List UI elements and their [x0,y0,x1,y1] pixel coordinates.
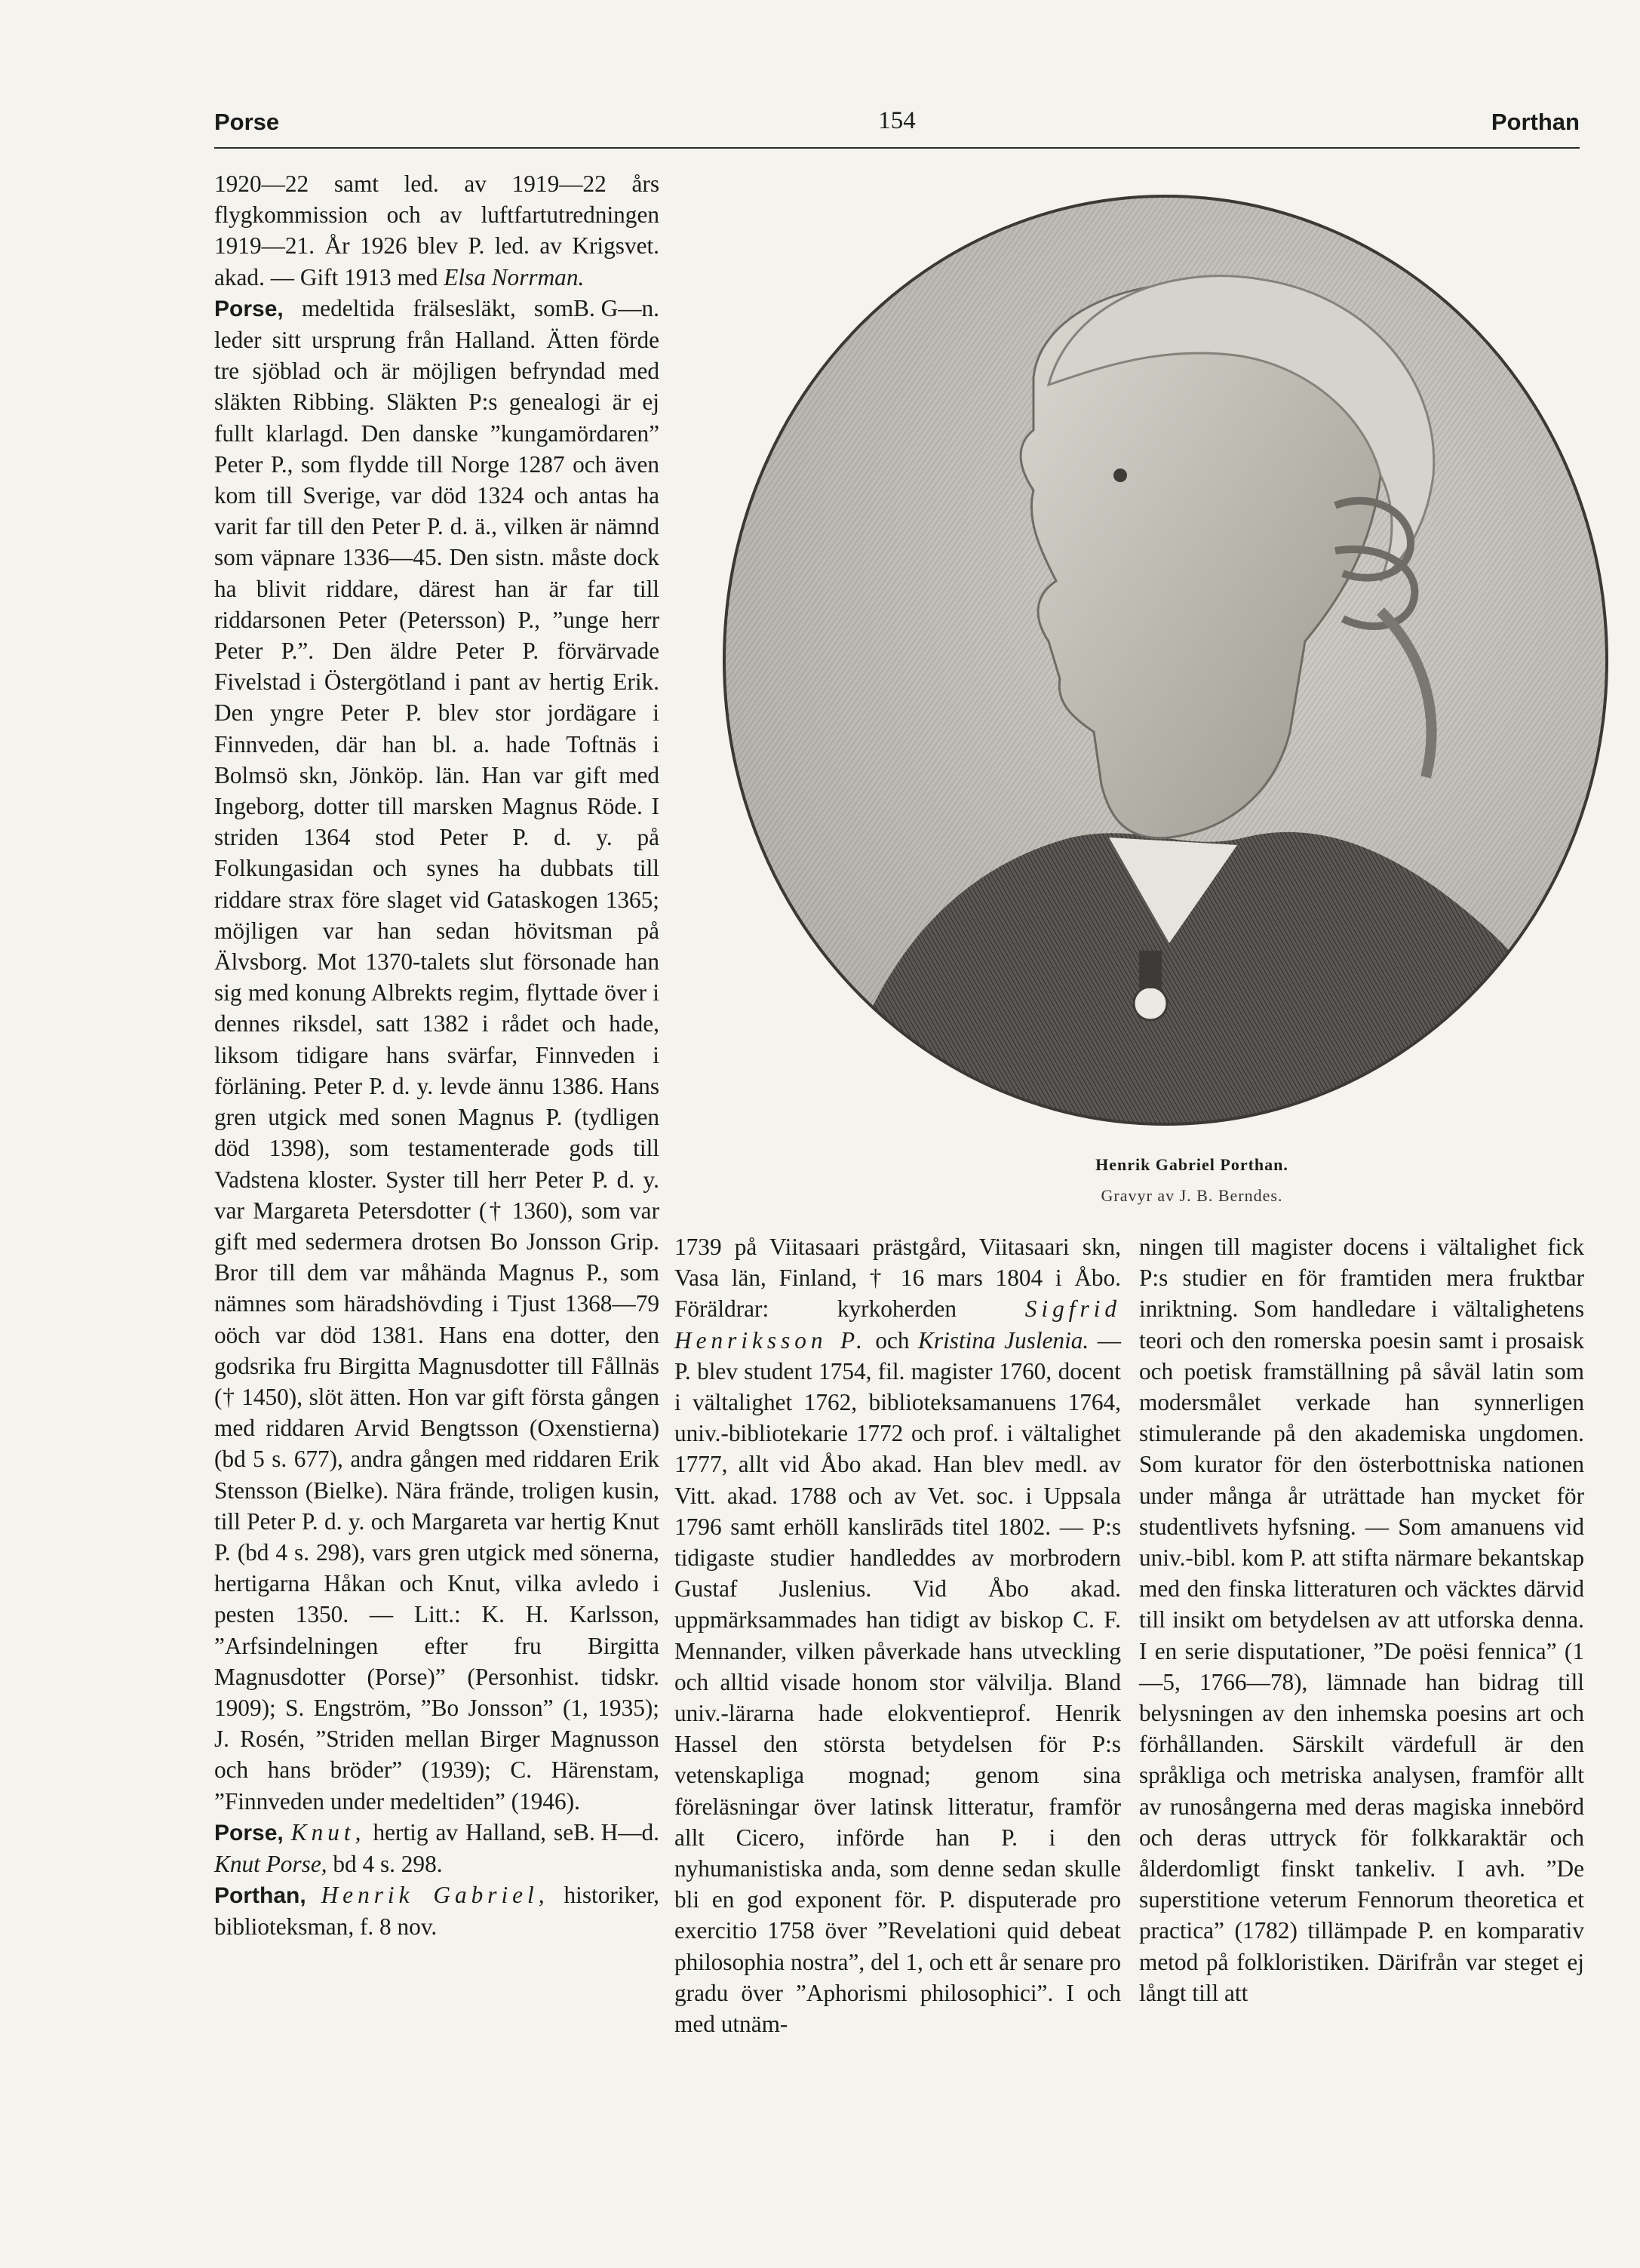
text-column-middle [674,1231,1121,2039]
entry-text: och [866,1326,919,1354]
portrait-engraving [717,189,1614,1132]
entry-headword: Porse, [214,296,284,321]
text-column-right [1139,1231,1584,2008]
figure-caption-credit: Gravyr av J. B. Berndes. [1101,1186,1283,1205]
entry-porthan-continued [674,1231,1121,2039]
portrait-image [717,189,1614,1132]
father-name: Sigfrid Henriksson P. [674,1295,1121,1354]
page-number: 154 [878,107,916,134]
entry-text: — P. blev student 1754, fil. magister 1760, docent i vältalighet 1762, biblioteksamanuens 1764, univ.-bibliotekarie 1772 och prof. i vältalighet 1777, allt vid Åbo akad. Han blev medl. av Vitt. akad. 1788 och av Vet. soc. i Uppsala 1796 samt erhöll kanslirāds titel 1802. — P:s tidigaste studier handleddes av morbrodern Gustaf Juslenius. Vid Åbo akad. uppmärksammades han tidigt av biskop C. F. Mennander, vilken påverkade hans utveckling och alltid visade honom stor välvilja. Bland univ.-lärarna hade elokventieprof. Henrik Hassel den största betydelsen för P:s vetenskapliga mognad; genom sina föreläsningar över latinsk litteratur, framför allt Cicero, införde han P. i den nyhumanistiska anda, som denne sedan skulle bli en god exponent för. P. disputerade pro exercitio 1758 över ”Revelationi quid debeat philosophia nostra”, del 1, och ett år senare pro gradu över ”Aphorismi philosophici”. I och med utnäm- [674,1326,1122,2038]
entry-text: historiker, biblioteksman, f. 8 nov. [214,1882,659,1941]
entry-porthan-henrik [214,1879,659,1942]
entry-person-name: Knut, [290,1818,366,1845]
continued-text: 1920—22 samt led. av 1919—22 års flygkommission och av luftfartutredningen 1919—21. År 1926 blev P. led. av Krigsvet. akad. — Gift 1913 med [214,171,659,290]
entry-headword: Porse, [214,1820,284,1845]
spouse-name: Elsa Norrman. [444,263,585,290]
cross-reference: Knut Porse, [214,1850,327,1877]
header-left-keyword: Porse [214,109,280,135]
entry-text: hertig av Halland, se [365,1818,574,1845]
entry-text-tail: bd 4 s. 298. [327,1850,443,1877]
entry-person-name: Henrik Gabriel, [321,1882,549,1909]
author-signature: B. G—n. [573,294,659,321]
entry-porthan-continued-2 [1139,1231,1584,2008]
header-rule [214,147,1580,149]
mother-name: Kristina Juslenia. [918,1326,1089,1354]
running-head [214,106,1580,142]
author-signature: B. H—d. [573,1818,659,1845]
figure-caption-title: Henrik Gabriel Porthan. [1095,1155,1288,1174]
text-column-left [214,168,659,1943]
header-right-keyword: Porthan [1491,109,1580,135]
entry-text: medeltida frälsesläkt, som leder sitt ursprung från Halland. Ätten förde tre sjöblad och är möjligen befryndad med släkten Ribbing. Släkten P:s genealogi är ej fullt klarlagd. Den danske ”kungamördaren” Peter P., som flydde till Norge 1287 och även kom till Sverige, var död 1324 och antas ha varit far till den Peter P. d. ä., vilken är nämnd som väpnare 1336—45. Den sistn. måste dock ha blivit riddare, därest han är far till riddarsonen Peter (Petersson) P., ”unge herr Peter P.”. Den äldre Peter P. förvärvade Fivelstad i Östergötland i pant av hertig Erik. Den yngre Peter P. blev stor jordägare i Finnveden, där han bl. a. hade Toftnäs i Bolmsö skn, Jönköp. län. Han var gift med Ingeborg, dotter till marsken Magnus Röde. I striden 1364 stod Peter P. d. y. på Folkungasidan och synes ha dubbats till riddare strax före slaget vid Gataskogen 1365; möjligen var han sedan hövitsman på Älvsborg. Mot 1370-talets slut försonade han sig med konung Albrekts regim, flyttade över i dennes riksdel, satt 1382 i rådet och hade, liksom tidigare hans svärfar, Finnveden i förläning. Peter P. d. y. levde ännu 1386. Hans gren utgick med sonen Magnus P. (tydligen död 1398), som testamenterade gods till Vadstena kloster. Syster till herr Peter P. d. y. var Margareta Petersdotter († 1360), som var gift med sedermera drotsen Bo Jonsson Grip. Bror till dem var måhända Magnus P., som nämnes som häradshövding i Tjust 1368—79 oöch var död 1381. Hans ena dotter, den godsrika fru Birgitta Magnusdotter till Fållnäs († 1450), slöt ätten. Hon var gift första gången med riddaren Arvid Bengtsson (Oxenstierna) (bd 5 s. 677), andra gången med riddaren Erik Stensson (Bielke). Nära frände, troligen kusin, till Peter P. d. y. och Margareta var hertig Knut P. (bd 4 s. 298), vars gren utgick med sönerna, hertigarna Håkan och Knut, vilka avledo i pesten 1350. — Litt.: K. H. Karlsson, ”Arfsindelningen efter fru Birgitta Magnusdotter (Porse)” (Personhist. tidskr. 1909); S. Engström, ”Bo Jonsson” (1, 1935); J. Rosén, ”Striden mellan Birger Magnusson och hans bröder” (1939); C. Härenstam, ”Finnveden under medeltiden” (1946). [214,294,659,1815]
entry-text: ningen till magister docens i vältalighet fick P:s studier en för framtiden mera fruktbar inriktning. Som handledare i vältalighetens teori och den romerska poesin samt i prosaisk och poetisk framställning på såväl latin som modersmålet verkade han synnerligen stimulerande på den akademiska ungdomen. Som kurator för den österbottniska nationen under många år uträttade han mycket för studentlivets hyfsning. — Som amanuens vid univ.-bibl. kom P. att stifta närmare bekantskap med den finska litteraturen och väcktes därvid till insikt om betydelsen av att utforska denna. I en serie disputationer, ”De poësi fennica” (1—5, 1766—78), lämnade han bidrag till belysningen av den inhemska poesins art och förhållanden. Särskilt värdefull är den språkliga och metriska analysen, framför allt av runosångerna med deras magiska innebörd och deras uttryck för folkkaraktär och ålderdomligt finskt tankeliv. I avh. ”De superstitione veterum Fennorum theoretica et practica” (1782) tillämpade P. en komparativ metod på folkloristiken. Därifrån var steget ej långt till att [1139,1234,1584,2006]
entry-headword: Porthan, [214,1883,306,1909]
entry-text: 1739 på Viitasaari prästgård, Viitasaari skn, Vasa län, Finland, † 16 mars 1804 i Åbo. Föräldrar: kyrkoherden [674,1234,1121,1323]
